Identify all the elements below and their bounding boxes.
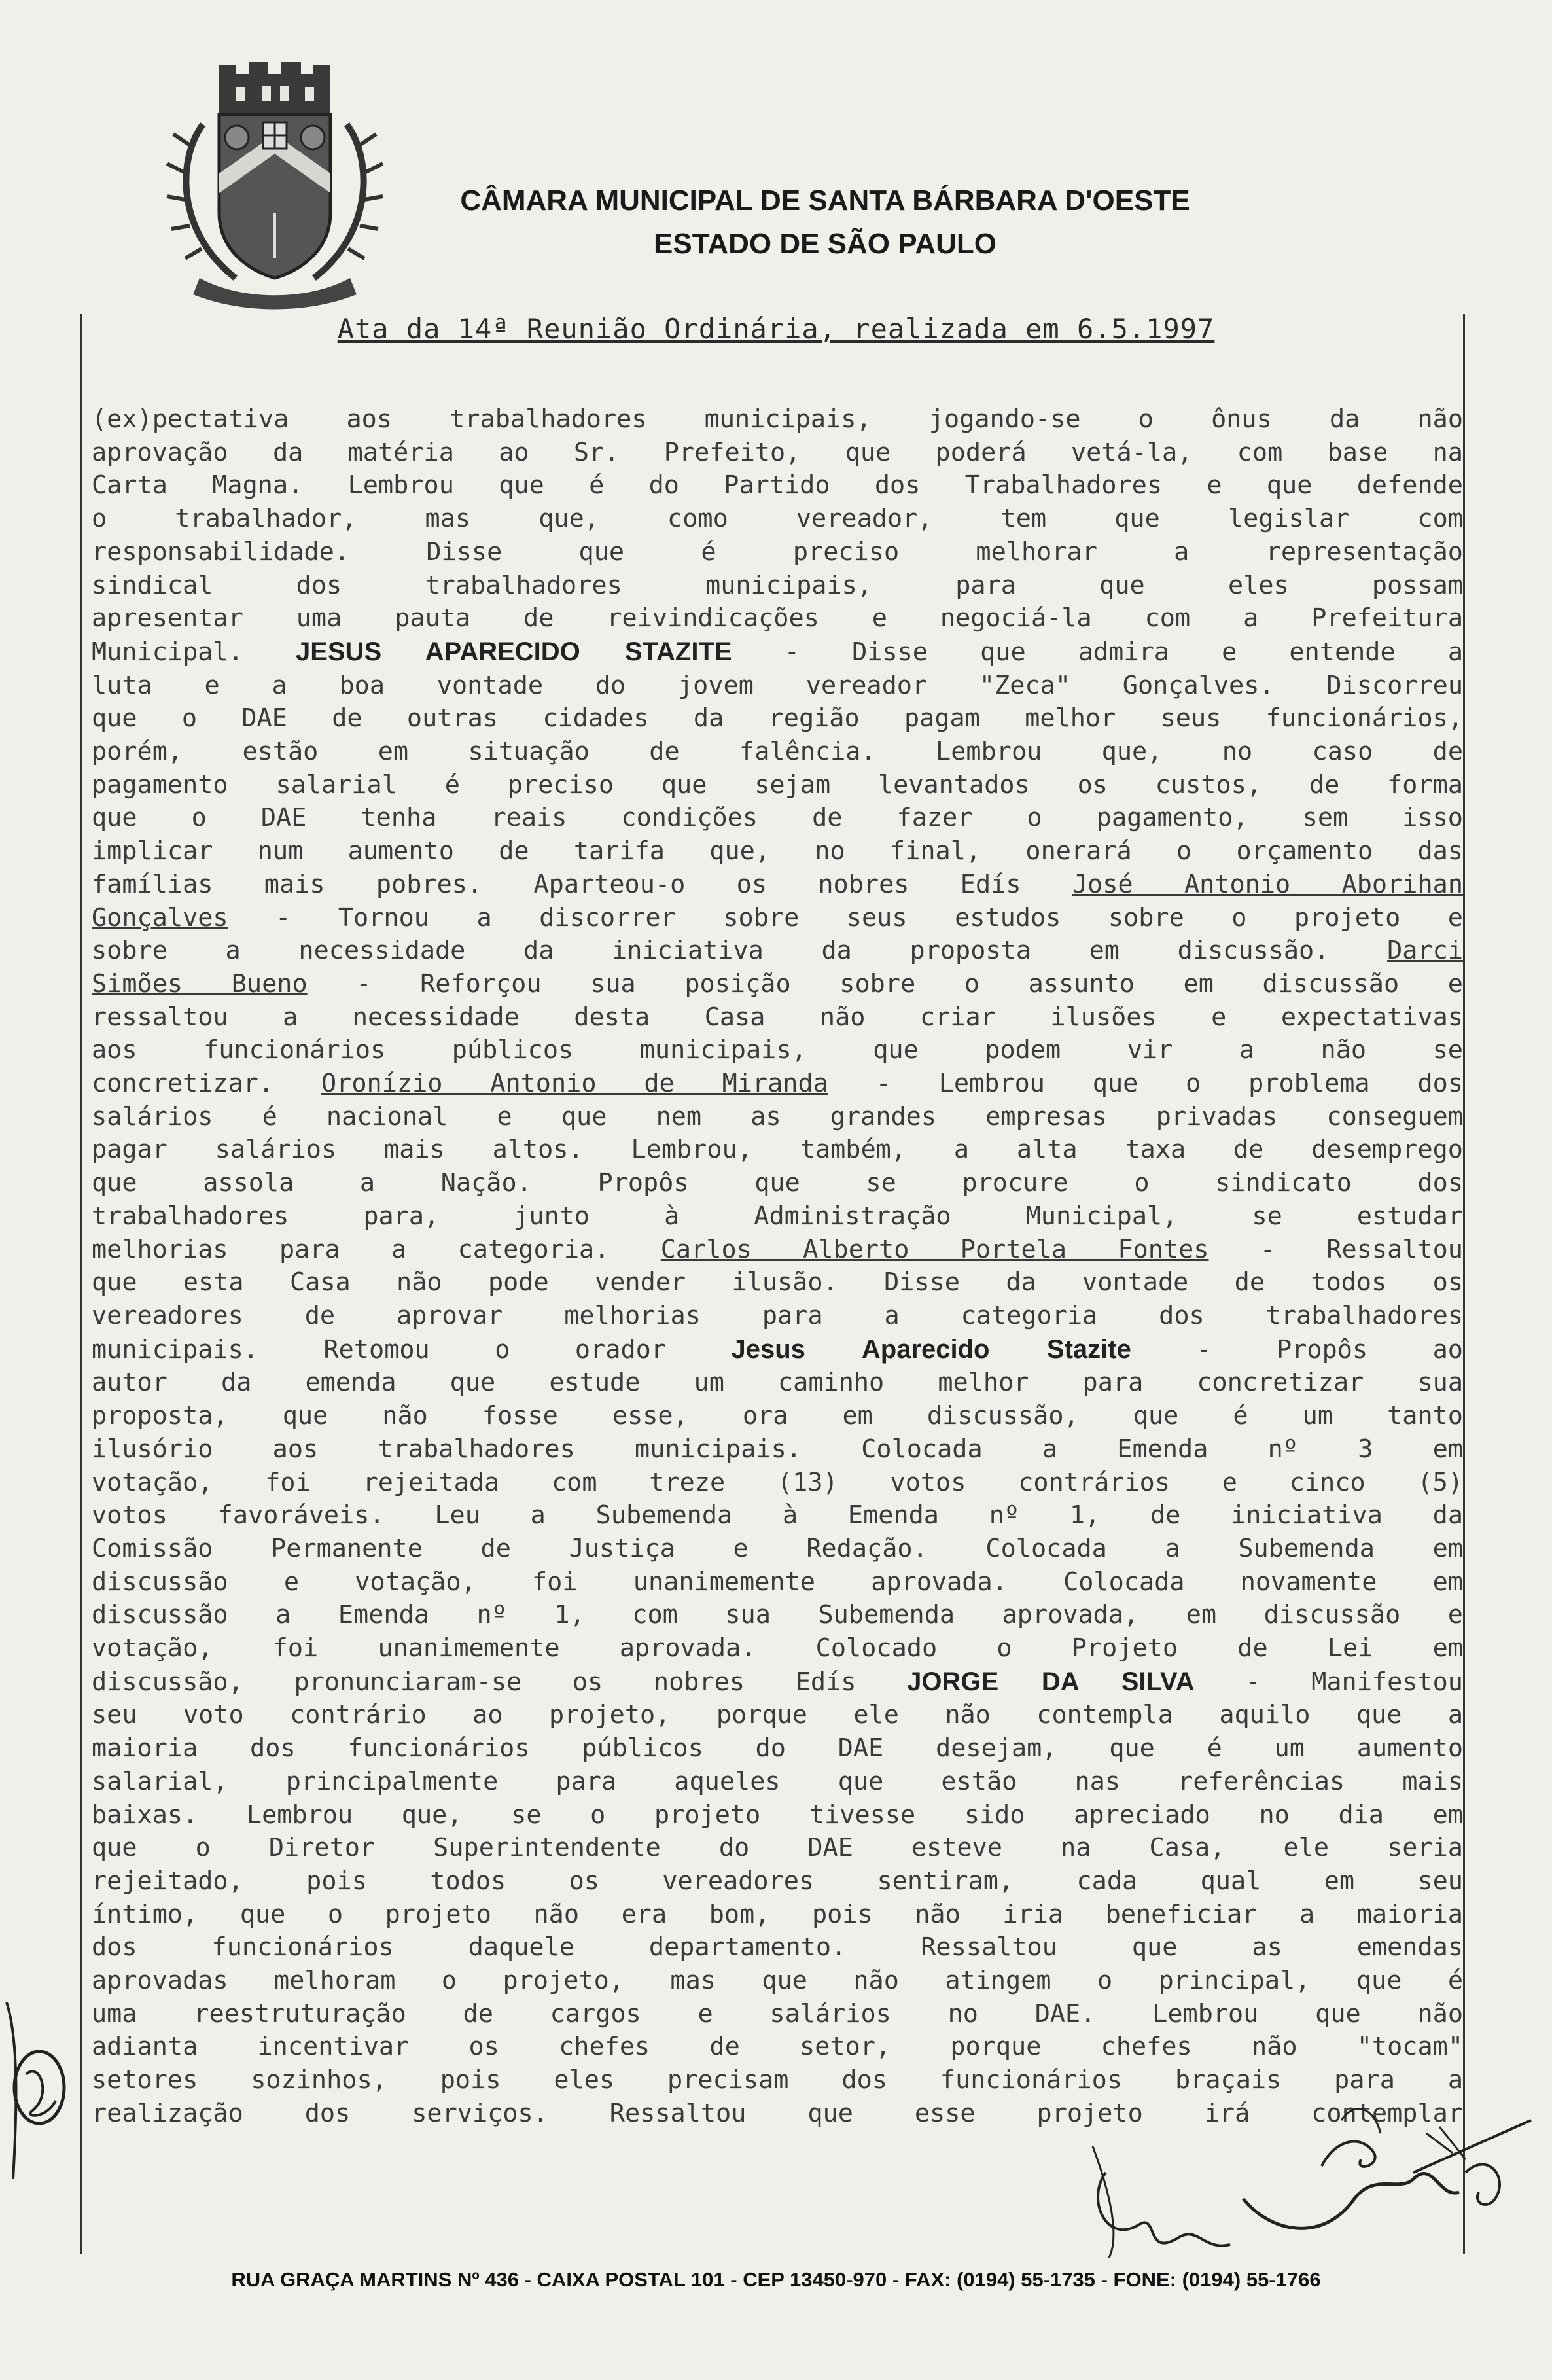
body-text-run: maioria dos funcionários públicos do DAE desejam, que é um aumento bbox=[92, 1733, 1463, 1764]
body-line bbox=[92, 403, 1463, 436]
body-text-run: discussão a Emenda nº 1, com sua Subemenda aprovada, em discussão e bbox=[92, 1600, 1463, 1630]
footer-address: RUA GRAÇA MARTINS Nº 436 - CAIXA POSTAL 101 - CEP 13450-970 - FAX: (0194) 55-1735 - FONE: (0194) 55-1766 bbox=[231, 2268, 1321, 2291]
body-line bbox=[92, 669, 1463, 703]
body-text-run: Municipal. bbox=[92, 637, 296, 667]
body-line bbox=[92, 1133, 1463, 1167]
body-text-run: ilusório aos trabalhadores municipais. Colocada a Emenda nº 3 em bbox=[92, 1434, 1463, 1464]
body-text-run: ressaltou a necessidade desta Casa não criar ilusões e expectativas bbox=[92, 1002, 1463, 1032]
body-text-run: (ex)pectativa aos trabalhadores municipais, jogando-se o ônus da não bbox=[92, 404, 1463, 434]
body-text-run: - Disse que admira e entende a bbox=[732, 637, 1463, 667]
body-line bbox=[92, 1034, 1463, 1067]
body-line bbox=[92, 1998, 1463, 2031]
body-text-run: que o DAE tenha reais condições de fazer o pagamento, sem isso bbox=[92, 803, 1463, 833]
body-text-run: responsabilidade. Disse que é preciso melhorar a representação bbox=[92, 537, 1463, 567]
body-text-run: Comissão Permanente de Justiça e Redação. Colocada a Subemenda em bbox=[92, 1533, 1463, 1563]
body-text-run: melhorias para a categoria. bbox=[92, 1234, 661, 1264]
speaker-name: Jesus Aparecido Stazite bbox=[731, 1334, 1131, 1364]
body-line bbox=[92, 1234, 1463, 1267]
body-text-run: que o Diretor Superintendente do DAE esteve na Casa, ele seria bbox=[92, 1833, 1463, 1863]
body-line bbox=[92, 1400, 1463, 1433]
body-line bbox=[92, 968, 1463, 1001]
body-text-run: seu voto contrário ao projeto, porque ele não contempla aquilo que a bbox=[92, 1700, 1463, 1730]
body-line bbox=[92, 1001, 1463, 1035]
body-line bbox=[92, 934, 1463, 968]
body-line bbox=[92, 1433, 1463, 1466]
body-line bbox=[92, 1599, 1463, 1632]
body-text-run: trabalhadores para, junto à Administração Municipal, se estudar bbox=[92, 1201, 1463, 1231]
minutes-title: Ata da 14ª Reunião Ordinária, realizada em 6.5.1997 bbox=[337, 313, 1215, 345]
body-line bbox=[92, 436, 1463, 470]
body-line bbox=[92, 868, 1463, 902]
body-line bbox=[92, 1799, 1463, 1832]
councillor-name: Simões Bueno bbox=[92, 968, 308, 999]
body-line bbox=[92, 1533, 1463, 1566]
body-line bbox=[92, 469, 1463, 503]
body-line bbox=[92, 1300, 1463, 1333]
body-text-run: votação, foi rejeitada com treze (13) votos contrários e cinco (5) bbox=[92, 1467, 1463, 1497]
body-line bbox=[92, 1566, 1463, 1599]
body-text-run: autor da emenda que estude um caminho melhor para concretizar sua bbox=[92, 1368, 1463, 1398]
body-text-run: concretizar. bbox=[92, 1069, 321, 1099]
body-text-run: discussão, pronunciaram-se os nobres Edís bbox=[92, 1667, 908, 1697]
body-text-run: - Tornou a discorrer sobre seus estudos sobre o projeto e bbox=[228, 902, 1463, 932]
body-line bbox=[92, 1067, 1463, 1101]
body-text-run: pagar salários mais altos. Lembrou, também, a alta taxa de desemprego bbox=[92, 1135, 1463, 1165]
body-line bbox=[92, 1466, 1463, 1500]
body-text-run: setores sozinhos, pois eles precisam dos funcionários braçais para a bbox=[92, 2065, 1463, 2095]
body-line bbox=[92, 1366, 1463, 1400]
body-text-run: discussão e votação, foi unanimemente aprovada. Colocada novamente em bbox=[92, 1567, 1463, 1597]
body-text-run: municipais. Retomou o orador bbox=[92, 1334, 732, 1364]
body-line bbox=[92, 1167, 1463, 1200]
body-text-run: luta e a boa vontade do jovem vereador "Zeca" Gonçalves. Discorreu bbox=[92, 670, 1463, 700]
body-text-run: Carta Magna. Lembrou que é do Partido dos Trabalhadores e que defende bbox=[92, 471, 1463, 501]
body-text-run: aprovadas melhoram o projeto, mas que não atingem o principal, que é bbox=[92, 1966, 1463, 1996]
left-margin-rule bbox=[80, 314, 82, 2254]
councillor-name: José Antonio Aborihan bbox=[1072, 869, 1463, 899]
councillor-name: Darci bbox=[1387, 936, 1463, 966]
body-line bbox=[92, 1766, 1463, 1799]
signatures bbox=[1047, 2094, 1544, 2264]
body-text-run: apresentar uma pauta de reivindicações e negociá-la com a Prefeitura bbox=[92, 603, 1463, 633]
body-text-run: realização dos serviços. Ressaltou que esse projeto irá contemplar bbox=[92, 2098, 1463, 2128]
body-line bbox=[92, 736, 1463, 769]
body-line bbox=[92, 835, 1463, 868]
body-text-run: vereadores de aprovar melhorias para a categoria dos trabalhadores bbox=[92, 1300, 1463, 1330]
body-text-run: íntimo, que o projeto não era bom, pois não iria beneficiar a maioria bbox=[92, 1899, 1463, 1929]
body-line bbox=[92, 1699, 1463, 1732]
body-line bbox=[92, 1266, 1463, 1300]
body-line bbox=[92, 1898, 1463, 1932]
body-text-run: proposta, que não fosse esse, ora em discussão, que é um tanto bbox=[92, 1401, 1463, 1431]
body-line bbox=[92, 769, 1463, 802]
body-text-run: votos favoráveis. Leu a Subemenda à Emenda nº 1, de iniciativa da bbox=[92, 1501, 1463, 1531]
body-line bbox=[92, 1101, 1463, 1134]
body-line bbox=[92, 1832, 1463, 1865]
body-line bbox=[92, 602, 1463, 635]
body-line bbox=[92, 503, 1463, 536]
body-text-run: salários é nacional e que nem as grandes empresas privadas conseguem bbox=[92, 1101, 1463, 1131]
councillor-name: Carlos Alberto Portela Fontes bbox=[660, 1234, 1209, 1264]
header-line-1: CÂMARA MUNICIPAL DE SANTA BÁRBARA D'OESTE bbox=[460, 185, 1190, 217]
body-text-run: implicar num aumento de tarifa que, no final, onerará o orçamento das bbox=[92, 836, 1463, 866]
body-line bbox=[92, 536, 1463, 569]
body-line bbox=[92, 1964, 1463, 1998]
right-margin-rule bbox=[1463, 314, 1465, 2254]
body-line bbox=[92, 2031, 1463, 2064]
speaker-name: JORGE DA SILVA bbox=[907, 1667, 1195, 1696]
body-text-run: porém, estão em situação de falência. Lembrou que, no caso de bbox=[92, 737, 1463, 767]
minutes-body bbox=[92, 403, 1463, 2131]
body-line bbox=[92, 902, 1463, 935]
speaker-name: JESUS APARECIDO STAZITE bbox=[295, 637, 732, 666]
body-line bbox=[92, 635, 1463, 669]
body-text-run: salarial, principalmente para aqueles que estão nas referências mais bbox=[92, 1766, 1463, 1796]
body-line bbox=[92, 1732, 1463, 1766]
body-text-run: adianta incentivar os chefes de setor, porque chefes não "tocam" bbox=[92, 2032, 1463, 2062]
councillor-name: Oronízio Antonio de Miranda bbox=[321, 1069, 828, 1099]
body-line bbox=[92, 802, 1463, 835]
body-line bbox=[92, 1665, 1463, 1699]
body-text-run: que o DAE de outras cidades da região pagam melhor seus funcionários, bbox=[92, 703, 1463, 734]
body-text-run: sobre a necessidade da iniciativa da proposta em discussão. bbox=[92, 936, 1388, 966]
body-text-run: dos funcionários daquele departamento. Ressaltou que as emendas bbox=[92, 1932, 1463, 1963]
body-line bbox=[92, 1931, 1463, 1964]
body-text-run: - Reforçou sua posição sobre o assunto em discussão e bbox=[307, 968, 1463, 999]
body-text-run: votação, foi unanimemente aprovada. Colocado o Projeto de Lei em bbox=[92, 1633, 1463, 1663]
header-line-2: ESTADO DE SÃO PAULO bbox=[654, 228, 996, 260]
body-line bbox=[92, 1499, 1463, 1533]
body-text-run: - Manifestou bbox=[1194, 1667, 1463, 1697]
body-text-run: que assola a Nação. Propôs que se procure o sindicato dos bbox=[92, 1168, 1463, 1198]
body-line bbox=[92, 1200, 1463, 1234]
body-line bbox=[92, 1632, 1463, 1665]
body-text-run: aprovação da matéria ao Sr. Prefeito, que poderá vetá-la, com base na bbox=[92, 437, 1463, 467]
body-text-run: pagamento salarial é preciso que sejam levantados os custos, de forma bbox=[92, 770, 1463, 800]
body-line bbox=[92, 1865, 1463, 1898]
body-line bbox=[92, 569, 1463, 603]
body-line bbox=[92, 702, 1463, 736]
body-text-run: aos funcionários públicos municipais, que podem vir a não se bbox=[92, 1035, 1463, 1065]
body-line bbox=[92, 2064, 1463, 2097]
body-text-run: - Ressaltou bbox=[1208, 1234, 1463, 1264]
body-text-run: sindical dos trabalhadores municipais, para que eles possam bbox=[92, 570, 1463, 600]
councillor-name: Gonçalves bbox=[92, 902, 228, 932]
body-text-run: - Lembrou que o problema dos bbox=[828, 1069, 1463, 1099]
margin-initials-signature bbox=[0, 1989, 79, 2186]
body-text-run: rejeitado, pois todos os vereadores sentiram, cada qual em seu bbox=[92, 1866, 1463, 1896]
body-text-run: que esta Casa não pode vender ilusão. Disse da vontade de todos os bbox=[92, 1268, 1463, 1298]
body-text-run: baixas. Lembrou que, se o projeto tivesse sido apreciado no dia em bbox=[92, 1800, 1463, 1830]
body-text-run: famílias mais pobres. Aparteou-o os nobres Edís bbox=[92, 869, 1072, 899]
body-text-run: - Propôs ao bbox=[1131, 1334, 1463, 1364]
body-text-run: o trabalhador, mas que, como vereador, tem que legislar com bbox=[92, 504, 1463, 534]
body-text-run: uma reestruturação de cargos e salários no DAE. Lembrou que não bbox=[92, 1998, 1463, 2029]
body-line bbox=[92, 1333, 1463, 1367]
